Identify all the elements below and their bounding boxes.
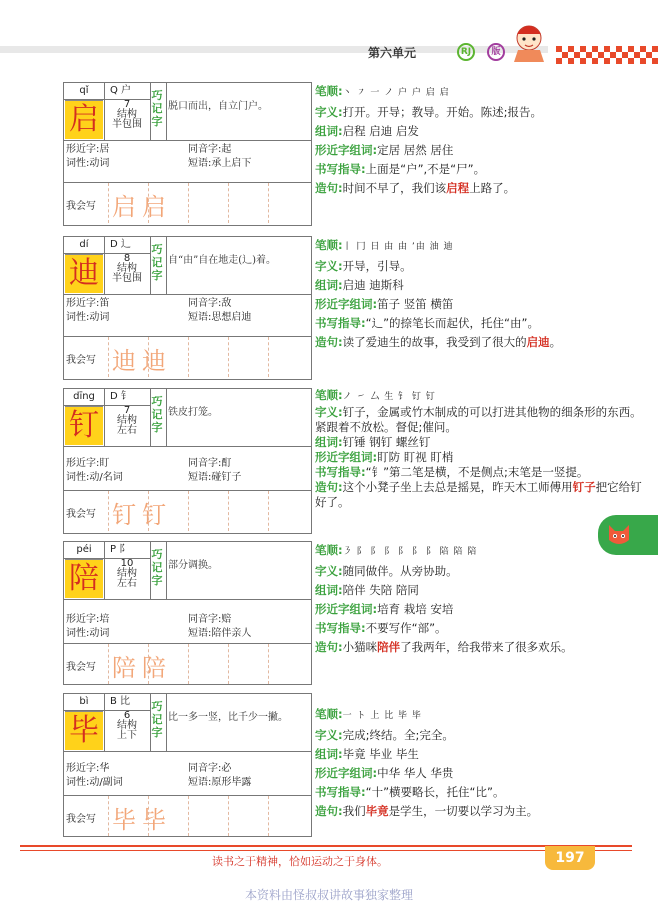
stroke-count: 10 — [120, 558, 134, 569]
footer-rule — [20, 845, 632, 847]
stroke-count: 6 — [123, 710, 131, 721]
meaning: 随同做伴。从旁协助。 — [342, 564, 458, 578]
structure-type: 左右 — [117, 578, 137, 589]
char-entry-bi — [63, 693, 651, 841]
practice-row — [64, 795, 311, 836]
rj-badge: RJ — [457, 43, 475, 61]
stroke-order: ノ ㇀ 厶 生 钅 钉 钉 — [342, 392, 436, 402]
stroke-structure — [104, 406, 150, 446]
checker-decoration — [556, 46, 658, 66]
structure-label: 结构 — [117, 568, 137, 579]
similar-words: 笛子 竖笛 横笛 — [377, 297, 454, 311]
mascot-icon — [508, 20, 550, 64]
qiao-ji-zi-label: 巧 记 字 — [151, 700, 163, 739]
radical: D 钅 — [110, 391, 131, 402]
char-info: 笔顺:丶 ㇇ 一 ノ 户 户 启 启 字义:打开。开导；教导。开始。陈述;报告。 组词:启程 启迪 启发 形近字组词:定居 居然 居住 书写指导:上面是“户”,不是“尸”。 造句:时间不早了，我们该启程上路了。 — [315, 84, 542, 195]
word-list: 钉锤 钢钉 螺丝钉 — [342, 435, 431, 449]
practice-chars: 启启 — [112, 193, 172, 221]
page-header — [0, 0, 658, 75]
stroke-structure — [104, 100, 150, 140]
practice-row — [64, 182, 311, 223]
similar-char: 形近字:培 — [66, 614, 110, 625]
pinyin: dí — [79, 239, 89, 250]
qiao-ji-zi-label: 巧 记 字 — [151, 548, 163, 587]
qiao-ji-zi-label: 巧 记 字 — [151, 89, 163, 128]
practice-chars: 毕毕 — [112, 806, 172, 834]
practice-chars: 钉钉 — [112, 501, 172, 529]
char-info: 笔顺:丨 冂 日 由 由 ’由 油 迪 字义:开导，引导。 组词:启迪 迪斯科 形近字组词:笛子 竖笛 横笛 书写指导:“辶”的捺笔长而起伏，托住“由”。 造句:读了爱迪生的故事，我受到了很大的启迪。 — [315, 238, 562, 349]
meaning: 完成;终结。全;完全。 — [342, 728, 454, 742]
stroke-count: 8 — [123, 253, 131, 264]
practice-row — [64, 490, 311, 531]
practice-row — [64, 643, 311, 684]
structure-label: 结构 — [117, 720, 137, 731]
word-list: 毕竟 毕业 毕生 — [342, 747, 419, 761]
homophone: 同音字:酊 — [188, 458, 232, 469]
practice-label: 我会写 — [66, 201, 96, 212]
memory-trick: 脱口而出，自立门户。 — [168, 101, 268, 112]
char-entry-qi — [63, 82, 651, 230]
phrase: 短语:思想启迪 — [188, 312, 252, 323]
part-of-speech: 词性:动/副词 — [66, 777, 123, 788]
part-of-speech: 词性:动/名词 — [66, 472, 123, 483]
structure-label: 结构 — [117, 415, 137, 426]
structure-type: 左右 — [117, 425, 137, 436]
stroke-order: ㇋ 阝 阝 阝 阝 阝 阝 陪 陪 陪 — [342, 547, 478, 557]
stroke-structure — [104, 254, 150, 294]
part-of-speech: 词性:动词 — [66, 628, 110, 639]
page-number: 197 — [545, 846, 595, 870]
practice-label: 我会写 — [66, 509, 96, 520]
part-of-speech: 词性:动词 — [66, 312, 110, 323]
writing-guide: “十”横要略长，托住“比”。 — [365, 785, 505, 799]
meaning: 打开。开导；教导。开始。陈述;报告。 — [342, 105, 542, 119]
char-card — [63, 236, 312, 380]
stroke-count: 7 — [123, 405, 131, 416]
similar-char: 形近字:盯 — [66, 458, 110, 469]
main-character: 毕 — [65, 711, 103, 750]
word-list: 陪伴 失陪 陪同 — [342, 583, 419, 597]
source-note: 本资料由怪叔叔讲故事独家整理 — [244, 888, 413, 902]
writing-guide: 上面是“户”,不是“尸”。 — [365, 162, 486, 176]
practice-chars: 迪迪 — [112, 347, 172, 375]
main-character: 陪 — [65, 559, 103, 598]
example-sentence: 读了爱迪生的故事，我受到了很大的 — [342, 335, 527, 349]
phrase: 短语:承上启下 — [188, 158, 252, 169]
example-sentence: 这个小凳子坐上去总是摇晃，昨天木工师傅用 — [342, 480, 573, 494]
char-info: 笔顺:一 ト 上 比 毕 毕 字义:完成;终结。全;完全。 组词:毕竟 毕业 毕生 形近字组词:中华 华人 华贵 书写指导:“十”横要略长，托住“比”。 造句:我们毕竟是学生，一切要以学习为主。 — [315, 707, 539, 818]
char-info: 笔顺:㇋ 阝 阝 阝 阝 阝 阝 陪 陪 陪 字义:随同做伴。从旁协助。 组词:陪伴 失陪 陪同 形近字组词:培育 栽培 安培 书写指导:不要写作“部”。 造句:小猫咪陪伴了我两年，给我带来了很多欢乐。 — [315, 543, 573, 654]
stroke-structure — [104, 559, 150, 599]
radical: B 比 — [110, 696, 131, 707]
footer-motto: 读书之于精神，恰如运动之于身体。 — [212, 855, 388, 868]
similar-words: 盯防 盯视 盯梢 — [377, 450, 454, 464]
similar-char: 形近字:华 — [66, 763, 110, 774]
footer-rule-thin — [20, 850, 632, 851]
meaning: 开导，引导。 — [342, 259, 412, 273]
similar-words: 中华 华人 华贵 — [377, 766, 454, 780]
char-card — [63, 693, 312, 837]
char-info: 笔顺:ノ ㇀ 厶 生 钅 钉 钉 字义:钉子，金属或竹木制成的可以打进其他物的细条形的东西。紧跟着不放松。督促;催问。 组词:钉锤 钢钉 螺丝钉 形近字组词:盯防 盯视 盯梢 书写指导:“钅”第二笔是横，不是侧点;末笔是一竖提。 造句:这个小凳子坐上去总是摇晃，昨天木工师傅用钉子把它给钉好了。 — [315, 388, 642, 509]
main-character: 启 — [65, 100, 103, 139]
char-card — [63, 82, 312, 226]
practice-row — [64, 336, 311, 377]
stroke-order: 一 ト 上 比 毕 毕 — [342, 711, 422, 721]
char-card — [63, 388, 312, 534]
structure-type: 上下 — [117, 730, 137, 741]
radical: D 辶 — [110, 239, 131, 250]
unit-title: 第六单元 — [368, 46, 417, 60]
homophone: 同音字:敌 — [188, 298, 232, 309]
pinyin: péi — [76, 544, 92, 555]
structure-label: 结构 — [117, 263, 137, 274]
stroke-count: 7 — [123, 99, 131, 110]
structure-label: 结构 — [117, 109, 137, 120]
char-entry-pei — [63, 541, 651, 689]
main-character: 迪 — [65, 254, 103, 293]
word-list: 启迪 迪斯科 — [342, 278, 404, 292]
example-sentence: 时间不早了，我们该 — [342, 181, 447, 195]
memory-trick: 铁皮打笼。 — [168, 407, 218, 418]
radical: P 阝 — [110, 544, 130, 555]
phrase: 短语:原形毕露 — [188, 777, 252, 788]
practice-label: 我会写 — [66, 355, 96, 366]
practice-chars: 陪陪 — [112, 654, 172, 682]
part-of-speech: 词性:动词 — [66, 158, 110, 169]
meaning: 钉子，金属或竹木制成的可以打进其他物的细条形的东西。紧跟着不放松。督促;催问。 — [315, 405, 642, 434]
radical: Q 户 — [110, 85, 132, 96]
pinyin: qǐ — [79, 85, 89, 96]
similar-words: 培育 栽培 安培 — [377, 602, 454, 616]
stroke-order: 丶 ㇇ 一 ノ 户 户 启 启 — [342, 88, 450, 98]
memory-trick: 比一多一竖，比千少一撇。 — [168, 712, 288, 723]
char-entry-di — [63, 236, 651, 384]
memory-trick: 部分调换。 — [168, 560, 218, 571]
writing-guide: “辶”的捺笔长而起伏，托住“由”。 — [365, 316, 539, 330]
structure-type: 半包围 — [112, 119, 142, 130]
stroke-structure — [104, 711, 150, 751]
phrase: 短语:碰钉子 — [188, 472, 242, 483]
example-sentence: 小猫咪 — [342, 640, 378, 654]
writing-guide: 不要写作“部”。 — [365, 621, 447, 635]
practice-label: 我会写 — [66, 814, 96, 825]
memory-trick: 自“由”自在地走(辶)着。 — [168, 255, 277, 266]
similar-char: 形近字:笛 — [66, 298, 110, 309]
edition-badge: 版 — [487, 43, 505, 61]
char-entry-ding — [63, 388, 651, 536]
similar-char: 形近字:居 — [66, 144, 110, 155]
word-list: 启程 启迪 启发 — [342, 124, 419, 138]
phrase: 短语:陪伴亲人 — [188, 628, 252, 639]
main-character: 钉 — [65, 406, 103, 445]
writing-guide: “钅”第二笔是横，不是侧点;末笔是一竖提。 — [365, 465, 589, 479]
homophone: 同音字:起 — [188, 144, 232, 155]
homophone: 同音字:必 — [188, 763, 232, 774]
example-sentence: 我们 — [342, 804, 366, 818]
structure-type: 半包围 — [112, 273, 142, 284]
qiao-ji-zi-label: 巧 记 字 — [151, 243, 163, 282]
char-card — [63, 541, 312, 685]
pinyin: dīng — [73, 391, 95, 402]
qiao-ji-zi-label: 巧 记 字 — [151, 395, 163, 434]
pinyin: bì — [79, 696, 89, 707]
similar-words: 定居 居然 居住 — [377, 143, 454, 157]
practice-label: 我会写 — [66, 662, 96, 673]
stroke-order: 丨 冂 日 由 由 ’由 油 迪 — [342, 242, 454, 252]
homophone: 同音字:赔 — [188, 614, 232, 625]
